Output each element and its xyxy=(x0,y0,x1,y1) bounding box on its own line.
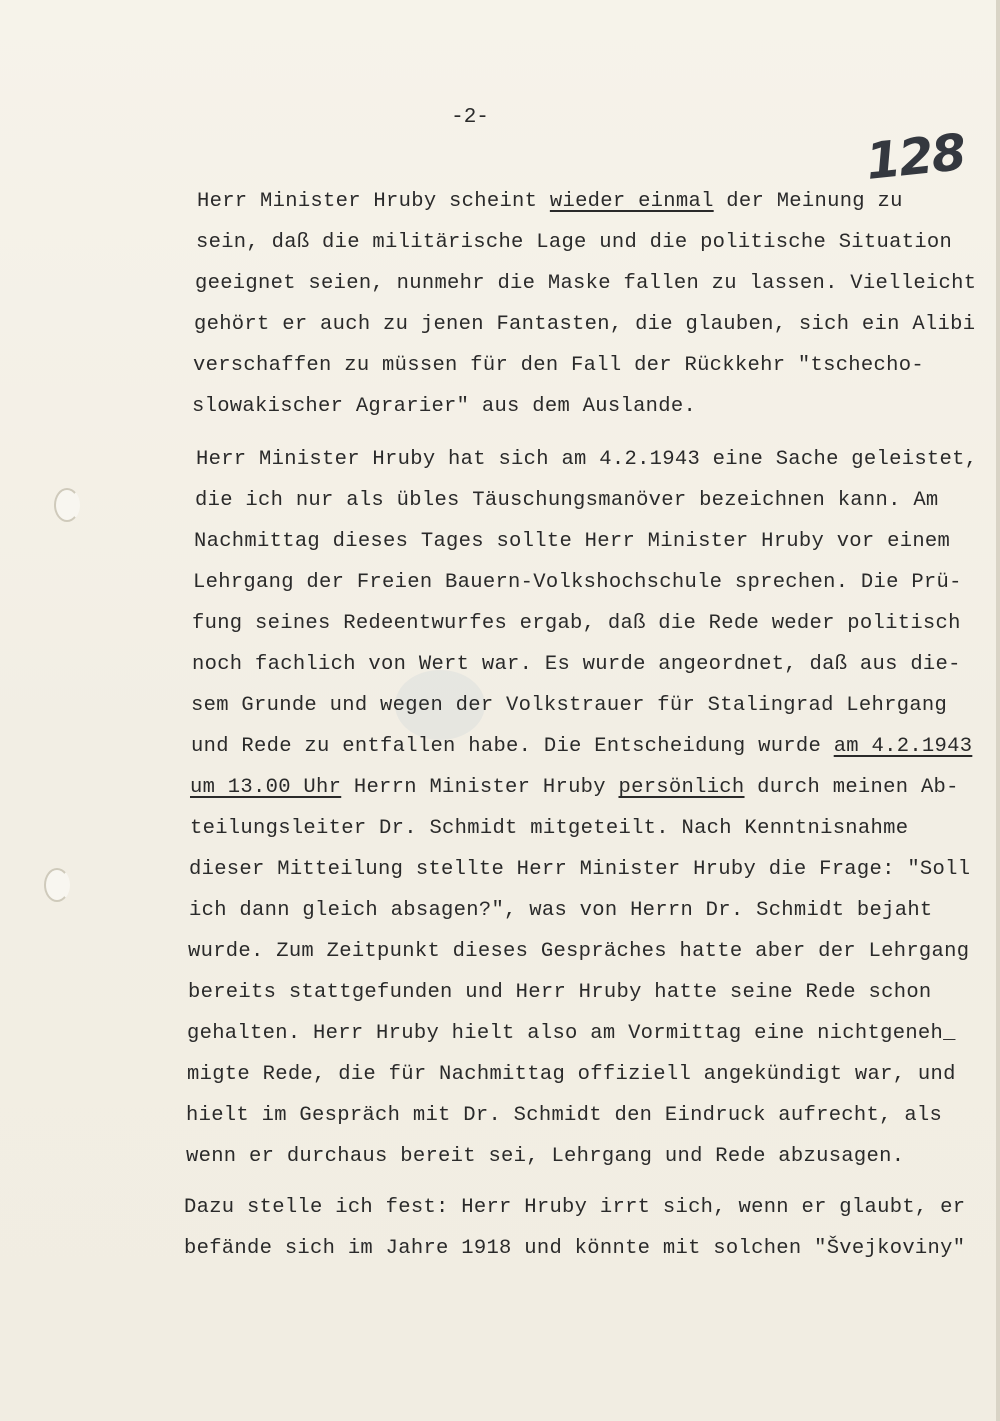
line-text: noch fachlich von Wert war. Es wurde angeordnet, daß aus die- xyxy=(192,653,961,676)
line-text: Nachmittag dieses Tages sollte Herr Minister Hruby vor einem xyxy=(194,530,951,553)
line-text: Herr Minister Hruby hat sich am 4.2.1943 eine Sache geleistet, xyxy=(196,448,978,471)
underlined-text: am 4.2.1943 xyxy=(833,735,973,758)
text-line xyxy=(189,858,970,881)
underlined-text: wieder einmal xyxy=(549,190,714,213)
line-text: teilungsleiter Dr. Schmidt mitgeteilt. Nach Kenntnisnahme xyxy=(190,817,909,840)
text-line xyxy=(196,448,977,471)
text-line xyxy=(192,395,696,418)
text-line xyxy=(191,735,972,758)
text-line xyxy=(195,272,976,295)
line-text: die ich nur als übles Täuschungsmanöver bezeichnen kann. Am xyxy=(195,489,939,512)
line-text: sem Grunde und wegen der Volkstrauer für Stalingrad Lehrgang xyxy=(191,694,948,717)
text-line xyxy=(184,1196,965,1219)
text-line xyxy=(193,354,924,377)
punch-hole-top xyxy=(54,488,80,522)
line-text: ich dann gleich absagen?", was von Herrn Dr. Schmidt bejaht xyxy=(189,899,933,922)
text-line xyxy=(194,313,975,336)
line-text: gehalten. Herr Hruby hielt also am Vormittag eine nichtgeneh_ xyxy=(187,1022,956,1045)
line-text: wenn er durchaus bereit sei, Lehrgang und Rede abzusagen. xyxy=(186,1145,905,1168)
line-text: slowakischer Agrarier" aus dem Auslande. xyxy=(192,395,697,418)
text-line xyxy=(192,653,961,676)
line-text: Herrn Minister Hruby xyxy=(341,776,619,799)
line-text: hielt im Gespräch mit Dr. Schmidt den Eindruck aufrecht, als xyxy=(186,1104,943,1127)
text-line xyxy=(189,899,933,922)
line-text: wurde. Zum Zeitpunkt dieses Gespräches hatte aber der Lehrgang xyxy=(188,940,970,963)
line-text: der Meinung zu xyxy=(713,190,903,213)
underlined-text: persönlich xyxy=(618,776,745,799)
text-line xyxy=(193,571,962,594)
line-text: dieser Mitteilung stellte Herr Minister Hruby die Frage: "Soll xyxy=(189,858,971,881)
text-line xyxy=(190,817,908,840)
punch-hole-bottom xyxy=(44,868,70,902)
text-line xyxy=(194,530,950,553)
text-line xyxy=(197,190,903,213)
line-text: Herr Minister Hruby scheint xyxy=(197,190,550,213)
text-line xyxy=(186,1145,904,1168)
line-text: gehört er auch zu jenen Fantasten, die glauben, sich ein Alibi xyxy=(194,313,976,336)
handwritten-folio-number: 128 xyxy=(863,123,968,191)
text-line xyxy=(187,1022,956,1045)
line-text: befände sich im Jahre 1918 und könnte mit solchen "Švejkoviny" xyxy=(184,1237,966,1260)
text-line xyxy=(187,1063,956,1086)
underlined-text: um 13.00 Uhr xyxy=(190,776,342,799)
text-line xyxy=(188,981,932,1004)
text-line xyxy=(191,694,947,717)
line-text: durch meinen Ab- xyxy=(744,776,959,799)
line-text: Dazu stelle ich fest: Herr Hruby irrt sich, wenn er glaubt, er xyxy=(184,1196,966,1219)
text-line xyxy=(186,1104,942,1127)
line-text: sein, daß die militärische Lage und die politische Situation xyxy=(196,231,953,254)
line-text: fung seines Redeentwurfes ergab, daß die Rede weder politisch xyxy=(192,612,961,635)
text-line xyxy=(192,612,961,635)
line-text: migte Rede, die für Nachmittag offiziell angekündigt war, und xyxy=(187,1063,956,1086)
text-line xyxy=(196,231,952,254)
page-edge xyxy=(996,0,1000,1421)
text-line xyxy=(190,776,959,799)
text-line xyxy=(195,489,939,512)
text-line xyxy=(188,940,969,963)
line-text: geeignet seien, nunmehr die Maske fallen zu lassen. Vielleicht xyxy=(195,272,977,295)
text-line xyxy=(184,1237,965,1260)
line-text: verschaffen zu müssen für den Fall der Rückkehr "tschecho- xyxy=(193,354,924,377)
line-text: Lehrgang der Freien Bauern-Volkshochschule sprechen. Die Prü- xyxy=(193,571,962,594)
line-text: bereits stattgefunden und Herr Hruby hatte seine Rede schon xyxy=(188,981,932,1004)
page-number: -2- xyxy=(451,106,489,129)
line-text: und Rede zu entfallen habe. Die Entscheidung wurde xyxy=(191,735,834,758)
